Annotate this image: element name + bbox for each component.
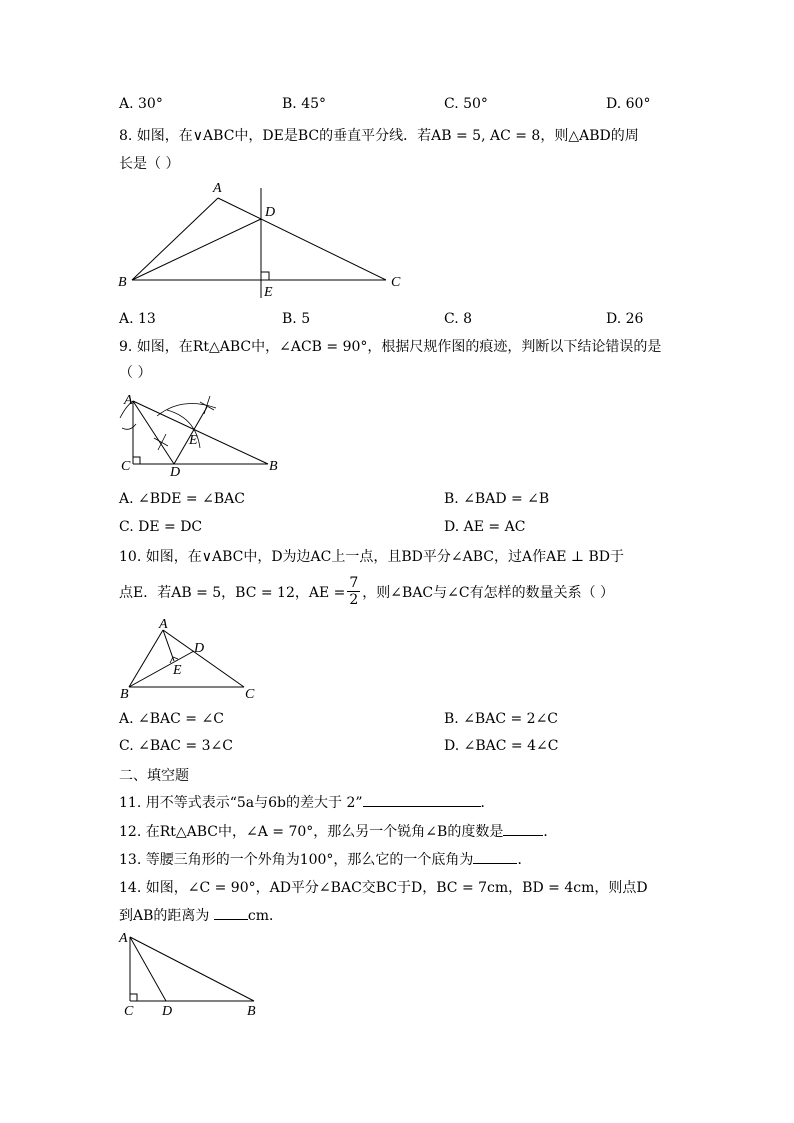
q10-fraction-denominator: 2 (349, 592, 359, 608)
q7-option-a: A. 30° (119, 96, 163, 112)
q10-figure (112, 618, 262, 702)
q11-stem (119, 792, 495, 812)
q14-stem-line1: 14. 如图，∠C = 90°，AD平分∠BAC交BC于D，BC = 7cm，BD = 4cm，则点D (119, 880, 648, 896)
q8-option-b: B. 5 (282, 311, 311, 327)
q12-stem (119, 821, 557, 841)
q10-option-d: D. ∠BAC = 4∠C (444, 738, 559, 754)
q10-label-d: D (194, 641, 205, 656)
q8-label-c: C (391, 275, 401, 290)
q9-label-e: E (189, 433, 198, 448)
q14-label-d: D (162, 1004, 173, 1019)
q9-stem-line1: 9. 如图，在Rt△ABC中，∠ACB = 90°，根据尺规作图的痕迹，判断以下结论错误的是 (119, 339, 662, 355)
q14-label-b: B (247, 1004, 256, 1019)
q14-label-a: A (119, 931, 128, 946)
q9-figure (112, 388, 292, 478)
q7-option-d: D. 60° (606, 96, 651, 112)
q12-answer-blank[interactable] (503, 821, 543, 836)
q7-option-c: C. 50° (444, 96, 488, 112)
q14-unit: cm． (247, 908, 283, 924)
q9-option-a: A. ∠BDE = ∠BAC (119, 491, 245, 507)
q10-fraction (347, 575, 360, 608)
q10-stem-line2 (119, 575, 614, 608)
q10-fraction-numerator: 7 (349, 575, 359, 591)
q8-label-e: E (264, 285, 273, 300)
q9-label-b: B (269, 459, 278, 474)
q9-label-d: D (170, 465, 181, 478)
q11-text-end: ． (480, 795, 495, 811)
q7-option-b: B. 45° (282, 96, 327, 112)
q10-label-a: A (159, 618, 168, 632)
q10-label-b: B (120, 687, 129, 702)
q14-label-c: C (124, 1004, 134, 1019)
q14-answer-blank[interactable] (214, 905, 248, 920)
q13-stem (119, 849, 531, 869)
q13-text: 13. 等腰三角形的一个外角为100°，那么它的一个底角为 (119, 852, 474, 868)
q10-option-c: C. ∠BAC = 3∠C (119, 738, 233, 754)
q8-option-d: D. 26 (606, 311, 644, 327)
q9-option-b: B. ∠BAD = ∠B (444, 491, 550, 507)
q10-stem-line2-pre: 点E．若AB = 5，BC = 12，AE = (119, 584, 346, 601)
q13-text-end: ． (517, 852, 532, 868)
q14-text: 到AB的距离为 (119, 908, 214, 924)
q8-stem-line2: 长是（ ） (119, 156, 180, 172)
section-title-fill-in: 二、填空题 (119, 768, 189, 784)
q10-label-e: E (173, 663, 182, 678)
q10-option-b: B. ∠BAC = 2∠C (444, 711, 559, 727)
q8-label-a: A (213, 181, 222, 196)
q13-answer-blank[interactable] (473, 849, 517, 864)
q8-label-d: D (265, 205, 276, 220)
q8-label-b: B (118, 275, 127, 290)
q11-text: 11. 用不等式表示“5a与6b的差大于 2” (119, 795, 363, 811)
q10-stem-line1: 10. 如图，在∨ABC中，D为边AC上一点，且BD平分∠ABC，过A作AE ⊥ BD于 (119, 549, 625, 565)
q9-option-c: C. DE = DC (119, 519, 203, 535)
q9-label-c: C (121, 459, 131, 474)
q9-stem-line2: （ ） (119, 365, 152, 381)
q10-label-c: C (245, 687, 255, 702)
q10-stem-line2-post: ，则∠BAC与∠C有怎样的数量关系（ ） (362, 584, 615, 601)
q11-answer-blank[interactable] (363, 792, 481, 807)
q12-text: 12. 在Rt△ABC中，∠A = 70°，那么另一个锐角∠B的度数是 (119, 824, 504, 840)
q8-option-c: C. 8 (444, 311, 473, 327)
q9-label-a: A (124, 393, 133, 408)
q14-figure (112, 925, 272, 1020)
q12-text-end: ． (543, 824, 558, 840)
q8-figure (110, 178, 410, 304)
q9-option-d: D. AE = AC (444, 519, 526, 535)
q14-stem-line2 (119, 905, 283, 925)
q10-option-a: A. ∠BAC = ∠C (119, 711, 224, 727)
q8-option-a: A. 13 (119, 311, 156, 327)
q8-stem-line1: 8. 如图，在∨ABC中，DE是BC的垂直平分线．若AB = 5, AC = 8，则△ABD的周 (119, 128, 639, 144)
